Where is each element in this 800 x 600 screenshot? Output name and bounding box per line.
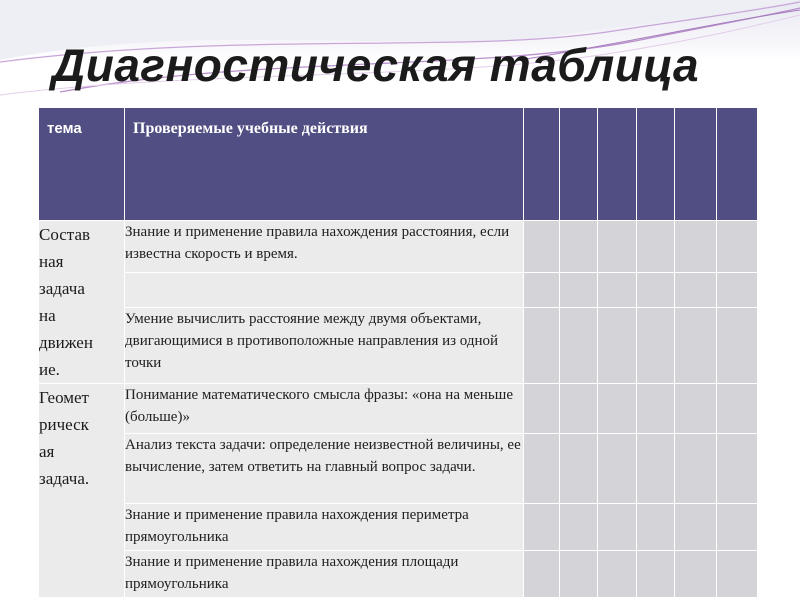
mark-cell (598, 308, 637, 384)
mark-cell (524, 221, 560, 273)
mark-cell (717, 504, 758, 551)
mark-cell (675, 434, 717, 504)
mark-cell (717, 384, 758, 434)
mark-cell (524, 504, 560, 551)
mark-cell (637, 504, 675, 551)
mark-cell (675, 308, 717, 384)
action-cell: Анализ текста задачи: определение неизвестной величины, ее вычисление, затем ответить на главный вопрос задачи. (125, 434, 524, 504)
mark-cell (598, 551, 637, 598)
mark-cell (598, 221, 637, 273)
action-cell (125, 272, 524, 308)
table-row (39, 504, 758, 551)
table-row (39, 551, 758, 598)
action-cell: Знание и применение правила нахождения площади прямоугольника (125, 551, 524, 598)
mark-cell (675, 551, 717, 598)
mark-cell (560, 272, 598, 308)
mark-cell (560, 551, 598, 598)
mark-cell (598, 272, 637, 308)
mark-cell (637, 221, 675, 273)
mark-cell (524, 434, 560, 504)
header-mark-cell (637, 108, 675, 221)
header-actions: Проверяемые учебные действия (125, 108, 524, 221)
mark-cell (524, 308, 560, 384)
table-row (39, 221, 758, 273)
mark-cell (675, 272, 717, 308)
mark-cell (598, 384, 637, 434)
mark-cell (637, 384, 675, 434)
mark-cell (717, 434, 758, 504)
table-row (39, 272, 758, 308)
mark-cell (524, 272, 560, 308)
topic-line: движен (39, 333, 93, 352)
mark-cell (598, 434, 637, 504)
mark-cell (637, 308, 675, 384)
mark-cell (560, 504, 598, 551)
header-topic: тема (39, 108, 125, 221)
topic-line: рическ (39, 415, 89, 434)
table-row (39, 434, 758, 504)
topic-cell (39, 221, 125, 384)
header-mark-cell (675, 108, 717, 221)
mark-cell (524, 384, 560, 434)
topic-line: ие. (39, 360, 60, 379)
header-mark-cell (717, 108, 758, 221)
mark-cell (675, 504, 717, 551)
mark-cell (560, 384, 598, 434)
table-header-row (39, 108, 758, 221)
mark-cell (637, 551, 675, 598)
mark-cell (560, 308, 598, 384)
mark-cell (637, 272, 675, 308)
mark-cell (637, 434, 675, 504)
mark-cell (560, 434, 598, 504)
diagnostic-table (38, 107, 758, 598)
action-cell: Понимание математического смысла фразы: «она на меньше (больше)» (125, 384, 524, 434)
topic-line: ная (39, 252, 64, 271)
mark-cell (717, 308, 758, 384)
mark-cell (717, 272, 758, 308)
mark-cell (524, 551, 560, 598)
action-cell: Умение вычислить расстояние между двумя объектами, двигающимися в противоположные направления из одной точки (125, 308, 524, 384)
topic-line: на (39, 306, 56, 325)
mark-cell (717, 551, 758, 598)
topic-line: Состав (39, 225, 91, 244)
topic-line: Геомет (39, 388, 89, 407)
topic-cell (39, 384, 125, 598)
topic-line: задача (39, 279, 85, 298)
mark-cell (675, 384, 717, 434)
header-mark-cell (524, 108, 560, 221)
mark-cell (675, 221, 717, 273)
table-row (39, 308, 758, 384)
header-mark-cell (598, 108, 637, 221)
header-mark-cell (560, 108, 598, 221)
mark-cell (560, 221, 598, 273)
action-cell: Знание и применение правила нахождения периметра прямоугольника (125, 504, 524, 551)
table-row (39, 384, 758, 434)
mark-cell (717, 221, 758, 273)
slide-title: Диагностическая таблица (52, 39, 700, 91)
topic-line: задача. (39, 469, 90, 488)
action-cell: Знание и применение правила нахождения расстояния, если известна скорость и время. (125, 221, 524, 273)
topic-line: ая (39, 442, 55, 461)
mark-cell (598, 504, 637, 551)
